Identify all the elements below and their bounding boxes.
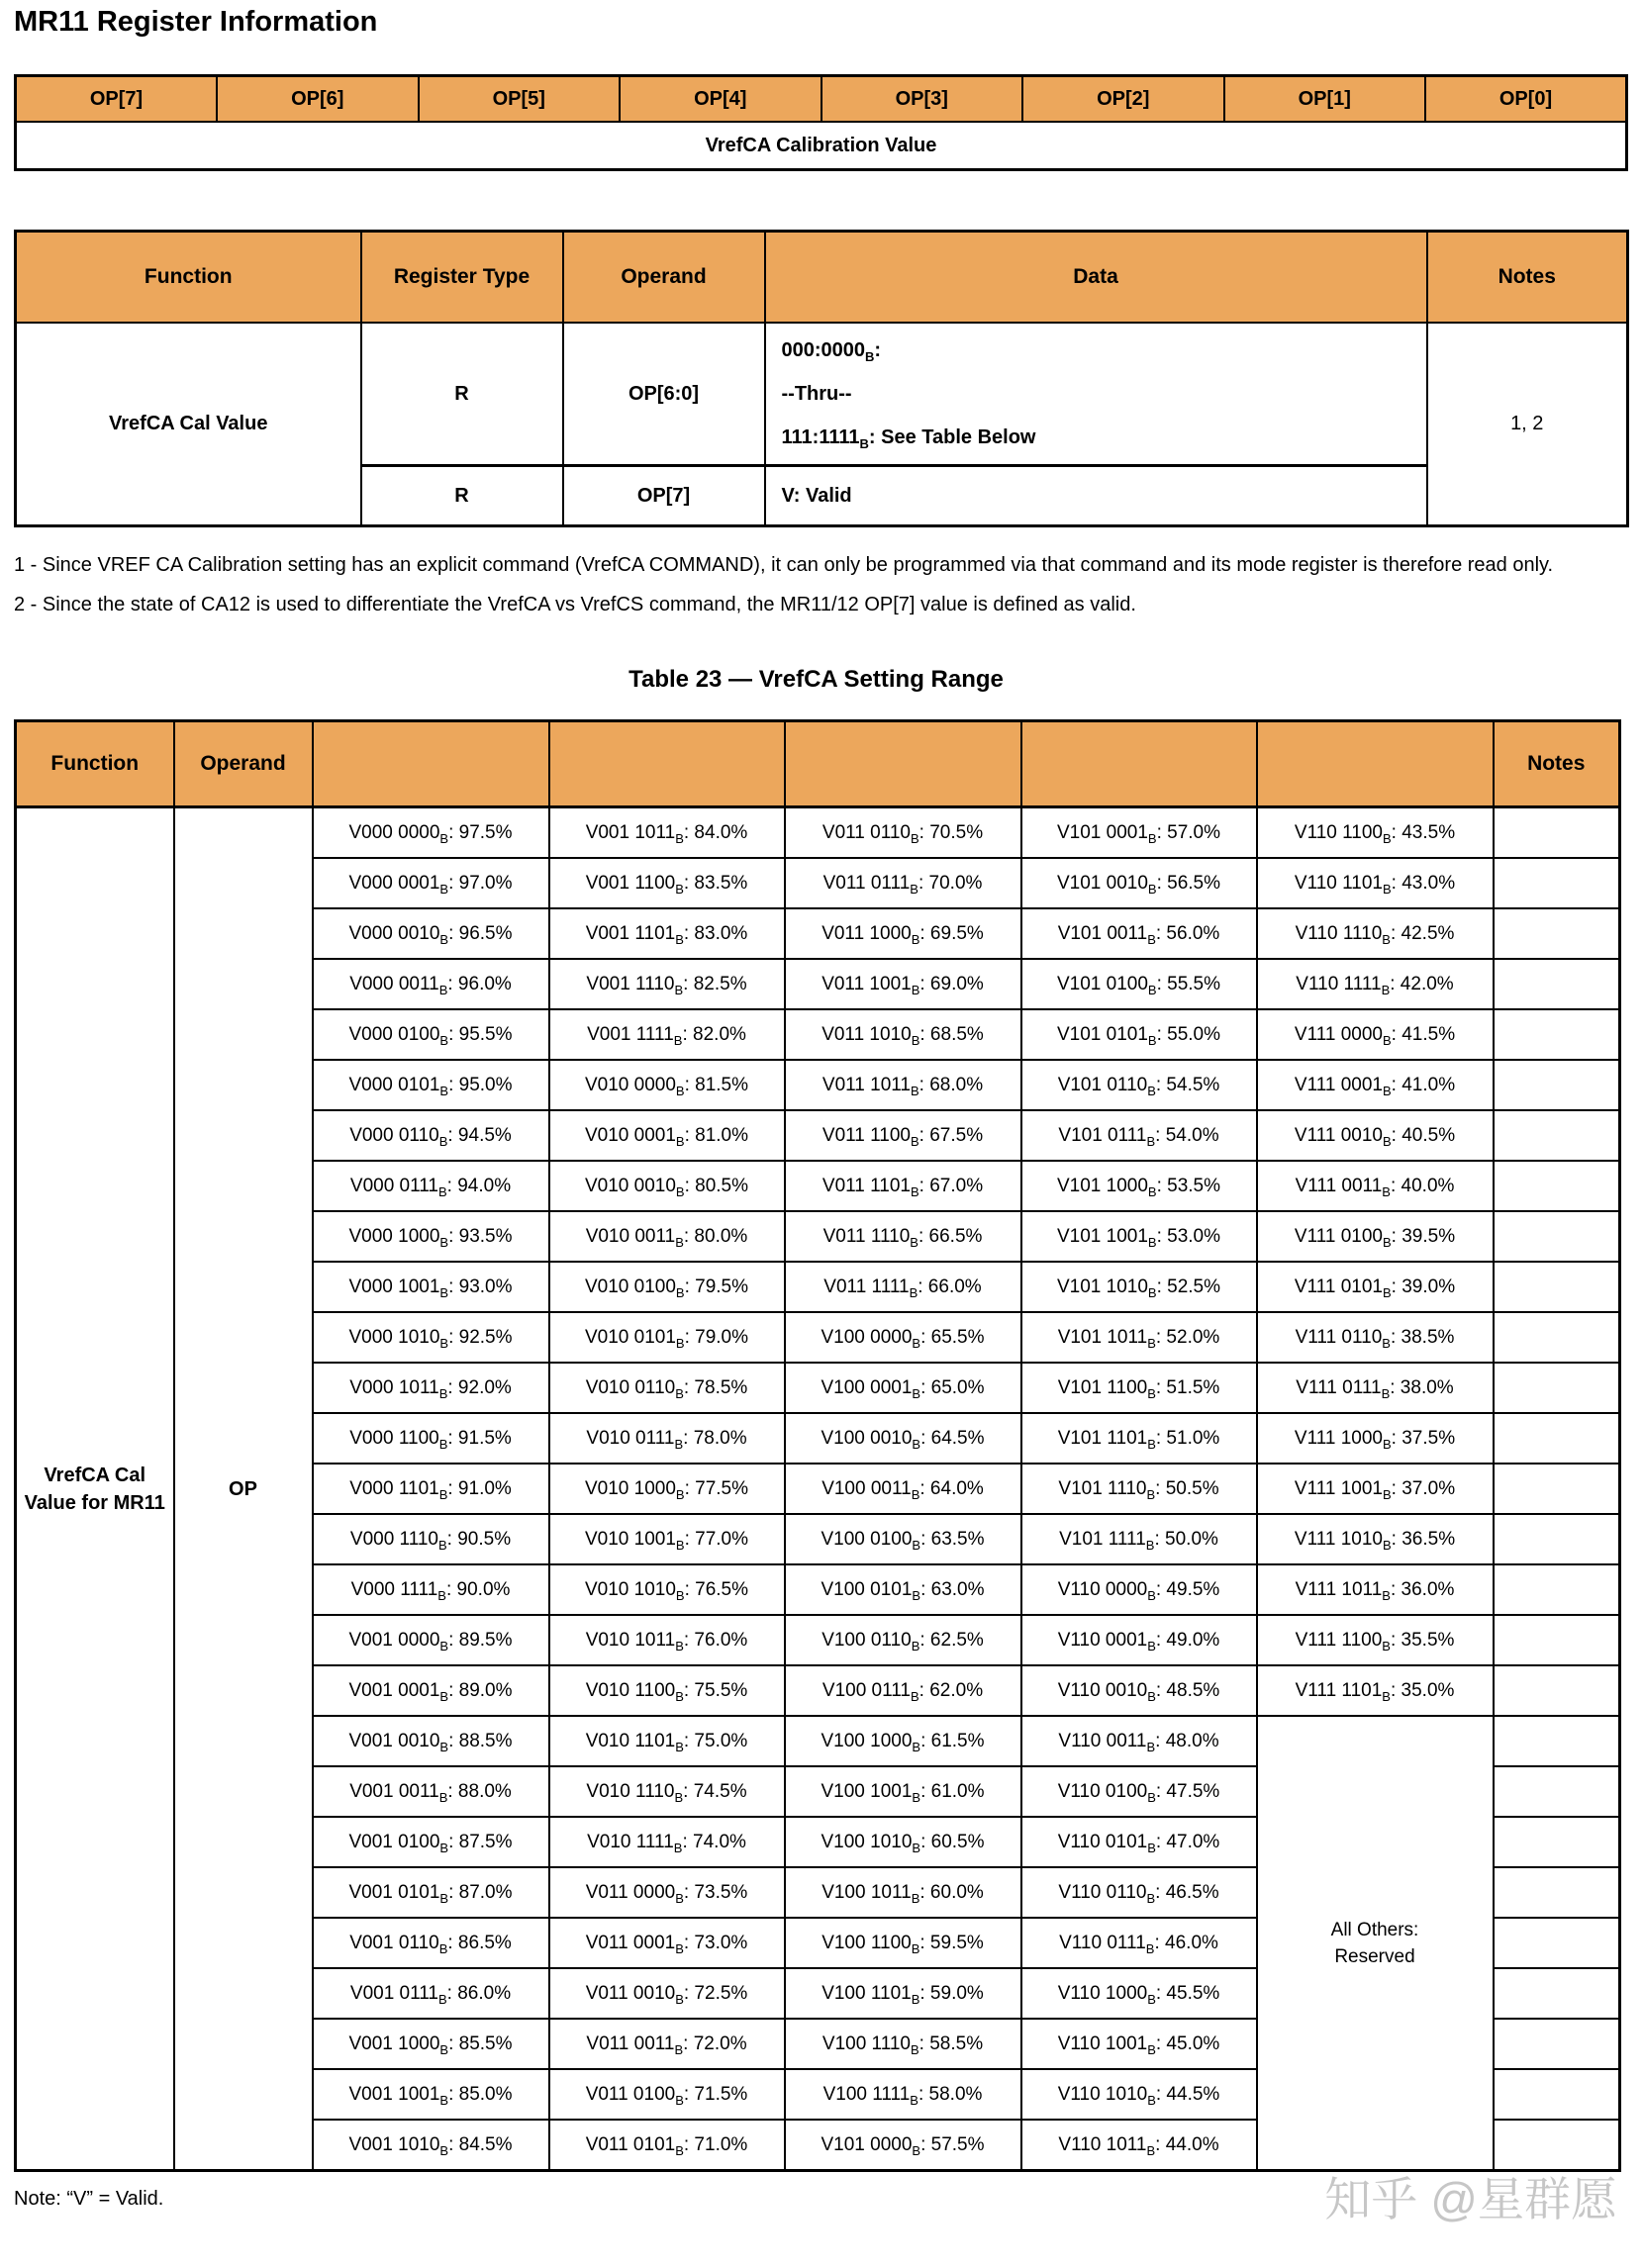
vref-value-cell: V010 $0101_B$: 79.0% (549, 1312, 785, 1363)
vref-value-cell: V000 $0101_B$: 95.0% (313, 1060, 549, 1110)
vref-value-cell: V011 $0010_B$: 72.5% (549, 1968, 785, 2019)
vref-notes-cell (1494, 1363, 1620, 1413)
vref-notes-cell (1494, 1009, 1620, 1060)
vref-notes-cell (1494, 1968, 1620, 2019)
vref-value-cell: V011 $0101_B$: 71.0% (549, 2120, 785, 2171)
vref-value-cell: V001 $1010_B$: 84.5% (313, 2120, 549, 2171)
vref-value-cell: V000 $0100_B$: 95.5% (313, 1009, 549, 1060)
vref-value-cell: V101 $1000_B$: 53.5% (1021, 1161, 1257, 1211)
vref-notes-cell (1494, 1110, 1620, 1161)
column-header-function: Function (16, 232, 361, 324)
register-type-cell: R (361, 323, 563, 466)
vref-value-cell: V010 $1111_B$: 74.0% (549, 1817, 785, 1867)
vref-value-cell: V111 $1100_B$: 35.5% (1257, 1615, 1494, 1665)
vref-value-cell: V110 $1000_B$: 45.5% (1021, 1968, 1257, 2019)
vref-value-cell: V100 $1110_B$: 58.5% (785, 2019, 1021, 2069)
vref-value-cell: V100 $0110_B$: 62.5% (785, 1615, 1021, 1665)
vref-value-cell: V011 $1110_B$: 66.5% (785, 1211, 1021, 1262)
vref-value-cell: V000 $1010_B$: 92.5% (313, 1312, 549, 1363)
vref-value-cell: V110 $0001_B$: 49.0% (1021, 1615, 1257, 1665)
vref-value-cell: V101 $1011_B$: 52.0% (1021, 1312, 1257, 1363)
vref-value-cell: V100 $1100_B$: 59.5% (785, 1918, 1021, 1968)
vref-notes-cell (1494, 1060, 1620, 1110)
vref-value-cell: V101 $0011_B$: 56.0% (1021, 908, 1257, 959)
vref-notes-cell (1494, 1211, 1620, 1262)
vref-notes-cell (1494, 1564, 1620, 1615)
vref-value-cell: V011 $0111_B$: 70.0% (785, 858, 1021, 908)
op-bit-header: OP[7] (16, 76, 218, 123)
vref-value-cell: V101 $1001_B$: 53.0% (1021, 1211, 1257, 1262)
register-bits-table (14, 74, 1628, 171)
column-header-blank (549, 721, 785, 807)
vref-value-cell: V011 $0001_B$: 73.0% (549, 1918, 785, 1968)
vref-value-cell: V001 $1011_B$: 84.0% (549, 807, 785, 859)
vref-value-cell: V011 $1000_B$: 69.5% (785, 908, 1021, 959)
vref-value-cell: V000 $0110_B$: 94.5% (313, 1110, 549, 1161)
vref-value-cell: V011 $1101_B$: 67.0% (785, 1161, 1021, 1211)
vref-function-cell: VrefCA Cal Value for MR11 (16, 807, 174, 2171)
function-cell: VrefCA Cal Value (16, 323, 361, 526)
column-header-blank (313, 721, 549, 807)
vref-notes-cell (1494, 1312, 1620, 1363)
vref-value-cell: V101 $1111_B$: 50.0% (1021, 1514, 1257, 1564)
vref-value-cell: V011 $0110_B$: 70.5% (785, 807, 1021, 859)
vref-operand-cell: OP (174, 807, 313, 2171)
vref-value-cell: V000 $1101_B$: 91.0% (313, 1464, 549, 1514)
vref-value-cell: V011 $1111_B$: 66.0% (785, 1262, 1021, 1312)
vref-value-cell: V101 $0000_B$: 57.5% (785, 2120, 1021, 2171)
vref-value-cell: V101 $1110_B$: 50.5% (1021, 1464, 1257, 1514)
notes-cell: 1, 2 (1427, 323, 1628, 526)
vref-value-cell: V110 $0111_B$: 46.0% (1021, 1918, 1257, 1968)
vref-value-cell: V000 $0111_B$: 94.0% (313, 1161, 549, 1211)
vref-value-cell: V001 $0001_B$: 89.0% (313, 1665, 549, 1716)
vref-value-cell: V000 $1111_B$: 90.0% (313, 1564, 549, 1615)
vref-value-cell: V010 $1101_B$: 75.0% (549, 1716, 785, 1766)
vref-value-cell: V000 $1001_B$: 93.0% (313, 1262, 549, 1312)
vref-value-cell: V111 $0000_B$: 41.5% (1257, 1009, 1494, 1060)
vref-notes-cell (1494, 858, 1620, 908)
column-header-blank (1257, 721, 1494, 807)
watermark: 知乎 @星群愿 (1324, 2173, 1617, 2225)
vref-value-cell: V001 $1000_B$: 85.5% (313, 2019, 549, 2069)
vref-value-cell: V010 $0100_B$: 79.5% (549, 1262, 785, 1312)
vref-value-cell: V111 $1000_B$: 37.5% (1257, 1413, 1494, 1464)
vref-notes-cell (1494, 2069, 1620, 2120)
vref-value-cell: V110 $1010_B$: 44.5% (1021, 2069, 1257, 2120)
vref-value-cell: V101 $0001_B$: 57.0% (1021, 807, 1257, 859)
vref-value-cell: V000 $1000_B$: 93.5% (313, 1211, 549, 1262)
operand-cell: OP[7] (563, 466, 765, 526)
vref-value-cell: V111 $0011_B$: 40.0% (1257, 1161, 1494, 1211)
vref-value-cell: V110 $1101_B$: 43.0% (1257, 858, 1494, 908)
vref-value-cell: V000 $0000_B$: 97.5% (313, 807, 549, 859)
vref-value-cell: V111 $0001_B$: 41.0% (1257, 1060, 1494, 1110)
op-bits-header-row (16, 76, 1627, 123)
vref-value-cell: V011 $1011_B$: 68.0% (785, 1060, 1021, 1110)
vref-value-cell: V001 $1101_B$: 83.0% (549, 908, 785, 959)
vref-value-cell: V011 $0100_B$: 71.5% (549, 2069, 785, 2120)
vref-value-cell: V010 $0011_B$: 80.0% (549, 1211, 785, 1262)
bits-value-cell: VrefCA Calibration Value (16, 122, 1627, 170)
vref-value-cell: V001 $1111_B$: 82.0% (549, 1009, 785, 1060)
column-header-notes: Notes (1427, 232, 1628, 324)
op-bit-header: OP[2] (1022, 76, 1224, 123)
vref-value-cell: V001 $1001_B$: 85.0% (313, 2069, 549, 2120)
vref-notes-cell (1494, 1514, 1620, 1564)
vref-header-row (16, 721, 1620, 807)
vref-value-cell: V101 $1101_B$: 51.0% (1021, 1413, 1257, 1464)
vref-value-cell: V101 $0010_B$: 56.5% (1021, 858, 1257, 908)
vref-value-cell: V010 $1001_B$: 77.0% (549, 1514, 785, 1564)
vref-value-cell: V111 $0111_B$: 38.0% (1257, 1363, 1494, 1413)
vref-value-cell: V110 $0010_B$: 48.5% (1021, 1665, 1257, 1716)
column-header-data: Data (765, 232, 1427, 324)
vref-notes-cell (1494, 908, 1620, 959)
vref-notes-cell (1494, 1918, 1620, 1968)
vref-value-cell: V010 $1010_B$: 76.5% (549, 1564, 785, 1615)
vref-value-cell: V000 $0010_B$: 96.5% (313, 908, 549, 959)
register-info-table (14, 230, 1629, 527)
vref-value-cell: V000 $0011_B$: 96.0% (313, 959, 549, 1009)
vref-value-cell: V011 $0011_B$: 72.0% (549, 2019, 785, 2069)
vref-notes-cell (1494, 1413, 1620, 1464)
column-header-notes: Notes (1494, 721, 1620, 807)
bottom-note: Note: “V” = Valid. (14, 2188, 164, 2210)
vref-value-cell: V100 $0111_B$: 62.0% (785, 1665, 1021, 1716)
vref-value-cell: V000 $1110_B$: 90.5% (313, 1514, 549, 1564)
vref-value-cell: V111 $0010_B$: 40.5% (1257, 1110, 1494, 1161)
vref-value-cell: V001 $0110_B$: 86.5% (313, 1918, 549, 1968)
vref-value-cell: V100 $0101_B$: 63.0% (785, 1564, 1021, 1615)
vref-value-cell: V001 $0111_B$: 86.0% (313, 1968, 549, 2019)
vref-value-cell: V111 $0100_B$: 39.5% (1257, 1211, 1494, 1262)
vref-value-cell: V100 $1000_B$: 61.5% (785, 1716, 1021, 1766)
vref-value-cell: V111 $0101_B$: 39.0% (1257, 1262, 1494, 1312)
column-header-function: Function (16, 721, 174, 807)
vref-value-cell: V010 $1110_B$: 74.5% (549, 1766, 785, 1817)
op-bit-header: OP[0] (1425, 76, 1627, 123)
vref-value-cell: V010 $1100_B$: 75.5% (549, 1665, 785, 1716)
vref-value-cell: V100 $0001_B$: 65.0% (785, 1363, 1021, 1413)
column-header-operand: Operand (563, 232, 765, 324)
vref-value-cell: V110 $0100_B$: 47.5% (1021, 1766, 1257, 1817)
vref-value-cell: V100 $1111_B$: 58.0% (785, 2069, 1021, 2120)
column-header-operand: Operand (174, 721, 313, 807)
vref-value-cell: V111 $0110_B$: 38.5% (1257, 1312, 1494, 1363)
vref-value-cell: V010 $0111_B$: 78.0% (549, 1413, 785, 1464)
vref-value-cell: V111 $1010_B$: 36.5% (1257, 1514, 1494, 1564)
vref-notes-cell (1494, 1867, 1620, 1918)
vref-value-cell: V010 $0000_B$: 81.5% (549, 1060, 785, 1110)
vref-value-cell: V001 $1110_B$: 82.5% (549, 959, 785, 1009)
vref-value-cell: V110 $0011_B$: 48.0% (1021, 1716, 1257, 1766)
vref-notes-cell (1494, 1766, 1620, 1817)
vref-value-cell: V111 $1101_B$: 35.0% (1257, 1665, 1494, 1716)
vref-notes-cell (1494, 959, 1620, 1009)
vref-value-cell: V110 $1110_B$: 42.5% (1257, 908, 1494, 959)
vref-value-cell: V010 $1000_B$: 77.5% (549, 1464, 785, 1514)
vref-value-cell: V110 $1111_B$: 42.0% (1257, 959, 1494, 1009)
vref-value-cell: V110 $0110_B$: 46.5% (1021, 1867, 1257, 1918)
op-bit-header: OP[3] (822, 76, 1023, 123)
vref-reserved-cell: All Others: Reserved (1257, 1716, 1494, 2171)
vref-value-cell: V100 $1001_B$: 61.0% (785, 1766, 1021, 1817)
vref-notes-cell (1494, 1615, 1620, 1665)
vref-value-cell: V100 $1101_B$: 59.0% (785, 1968, 1021, 2019)
bits-value-row (16, 122, 1627, 170)
vref-value-cell: V100 $0100_B$: 63.5% (785, 1514, 1021, 1564)
vref-value-cell: V011 $1010_B$: 68.5% (785, 1009, 1021, 1060)
register-type-cell: R (361, 466, 563, 526)
footnote-2: 2 - Since the state of CA12 is used to differentiate the VrefCA vs VrefCS command, the MR11/12 OP[7] value is defined as valid. (14, 594, 1136, 615)
vref-value-cell: V101 $0111_B$: 54.0% (1021, 1110, 1257, 1161)
vref-value-cell: V100 $0011_B$: 64.0% (785, 1464, 1021, 1514)
vref-notes-cell (1494, 1716, 1620, 1766)
op-bit-header: OP[1] (1224, 76, 1426, 123)
vref-value-cell: V010 $0110_B$: 78.5% (549, 1363, 785, 1413)
vref-value-cell: V110 $1100_B$: 43.5% (1257, 807, 1494, 859)
op-bit-header: OP[6] (217, 76, 419, 123)
column-header-register-type: Register Type (361, 232, 563, 324)
vref-value-cell: V001 $0100_B$: 87.5% (313, 1817, 549, 1867)
register-info-header-row (16, 232, 1628, 324)
vref-value-cell: V001 $0101_B$: 87.0% (313, 1867, 549, 1918)
op-bit-header: OP[4] (620, 76, 822, 123)
vrefca-setting-range-table (14, 719, 1621, 2172)
vref-table-row (16, 807, 1620, 859)
footnote-1: 1 - Since VREF CA Calibration setting has an explicit command (VrefCA COMMAND), it can only be programmed via that command and its mode register is therefore read only. (14, 554, 1554, 576)
vref-notes-cell (1494, 1817, 1620, 1867)
vref-value-cell: V000 $1100_B$: 91.5% (313, 1413, 549, 1464)
vref-value-cell: V110 $1001_B$: 45.0% (1021, 2019, 1257, 2069)
vref-value-cell: V110 $0101_B$: 47.0% (1021, 1817, 1257, 1867)
table23-title: Table 23 — VrefCA Setting Range (628, 666, 1004, 693)
data-cell: V: Valid (765, 466, 1427, 526)
vref-value-cell: V100 $0000_B$: 65.5% (785, 1312, 1021, 1363)
vref-value-cell: V100 $0010_B$: 64.5% (785, 1413, 1021, 1464)
vref-value-cell: V001 $0000_B$: 89.5% (313, 1615, 549, 1665)
vref-notes-cell (1494, 1161, 1620, 1211)
vref-value-cell: V101 $0110_B$: 54.5% (1021, 1060, 1257, 1110)
data-cell: $000:0000_B$: --Thru-- $111:1111_B$: See Table Below (765, 323, 1427, 466)
vref-value-cell: V011 $1001_B$: 69.0% (785, 959, 1021, 1009)
vref-value-cell: V111 $1011_B$: 36.0% (1257, 1564, 1494, 1615)
vref-value-cell: V011 $0000_B$: 73.5% (549, 1867, 785, 1918)
column-header-blank (785, 721, 1021, 807)
vref-value-cell: V001 $0011_B$: 88.0% (313, 1766, 549, 1817)
vref-value-cell: V010 $0010_B$: 80.5% (549, 1161, 785, 1211)
column-header-blank (1021, 721, 1257, 807)
vref-value-cell: V011 $1100_B$: 67.5% (785, 1110, 1021, 1161)
vref-notes-cell (1494, 1665, 1620, 1716)
vref-value-cell: V101 $1010_B$: 52.5% (1021, 1262, 1257, 1312)
vref-value-cell: V000 $1011_B$: 92.0% (313, 1363, 549, 1413)
register-info-row (16, 323, 1628, 466)
vref-value-cell: V101 $1100_B$: 51.5% (1021, 1363, 1257, 1413)
operand-cell: OP[6:0] (563, 323, 765, 466)
vref-notes-cell (1494, 1262, 1620, 1312)
vref-value-cell: V111 $1001_B$: 37.0% (1257, 1464, 1494, 1514)
page-title: MR11 Register Information (14, 6, 378, 38)
vref-value-cell: V101 $0101_B$: 55.0% (1021, 1009, 1257, 1060)
op-bit-header: OP[5] (419, 76, 621, 123)
vref-value-cell: V001 $1100_B$: 83.5% (549, 858, 785, 908)
vref-value-cell: V101 $0100_B$: 55.5% (1021, 959, 1257, 1009)
vref-notes-cell (1494, 807, 1620, 859)
vref-notes-cell (1494, 1464, 1620, 1514)
vref-value-cell: V110 $1011_B$: 44.0% (1021, 2120, 1257, 2171)
vref-value-cell: V010 $0001_B$: 81.0% (549, 1110, 785, 1161)
vref-value-cell: V001 $0010_B$: 88.5% (313, 1716, 549, 1766)
vref-value-cell: V100 $1011_B$: 60.0% (785, 1867, 1021, 1918)
vref-value-cell: V100 $1010_B$: 60.5% (785, 1817, 1021, 1867)
vref-value-cell: V010 $1011_B$: 76.0% (549, 1615, 785, 1665)
vref-value-cell: V110 $0000_B$: 49.5% (1021, 1564, 1257, 1615)
vref-notes-cell (1494, 2019, 1620, 2069)
vref-value-cell: V000 $0001_B$: 97.0% (313, 858, 549, 908)
